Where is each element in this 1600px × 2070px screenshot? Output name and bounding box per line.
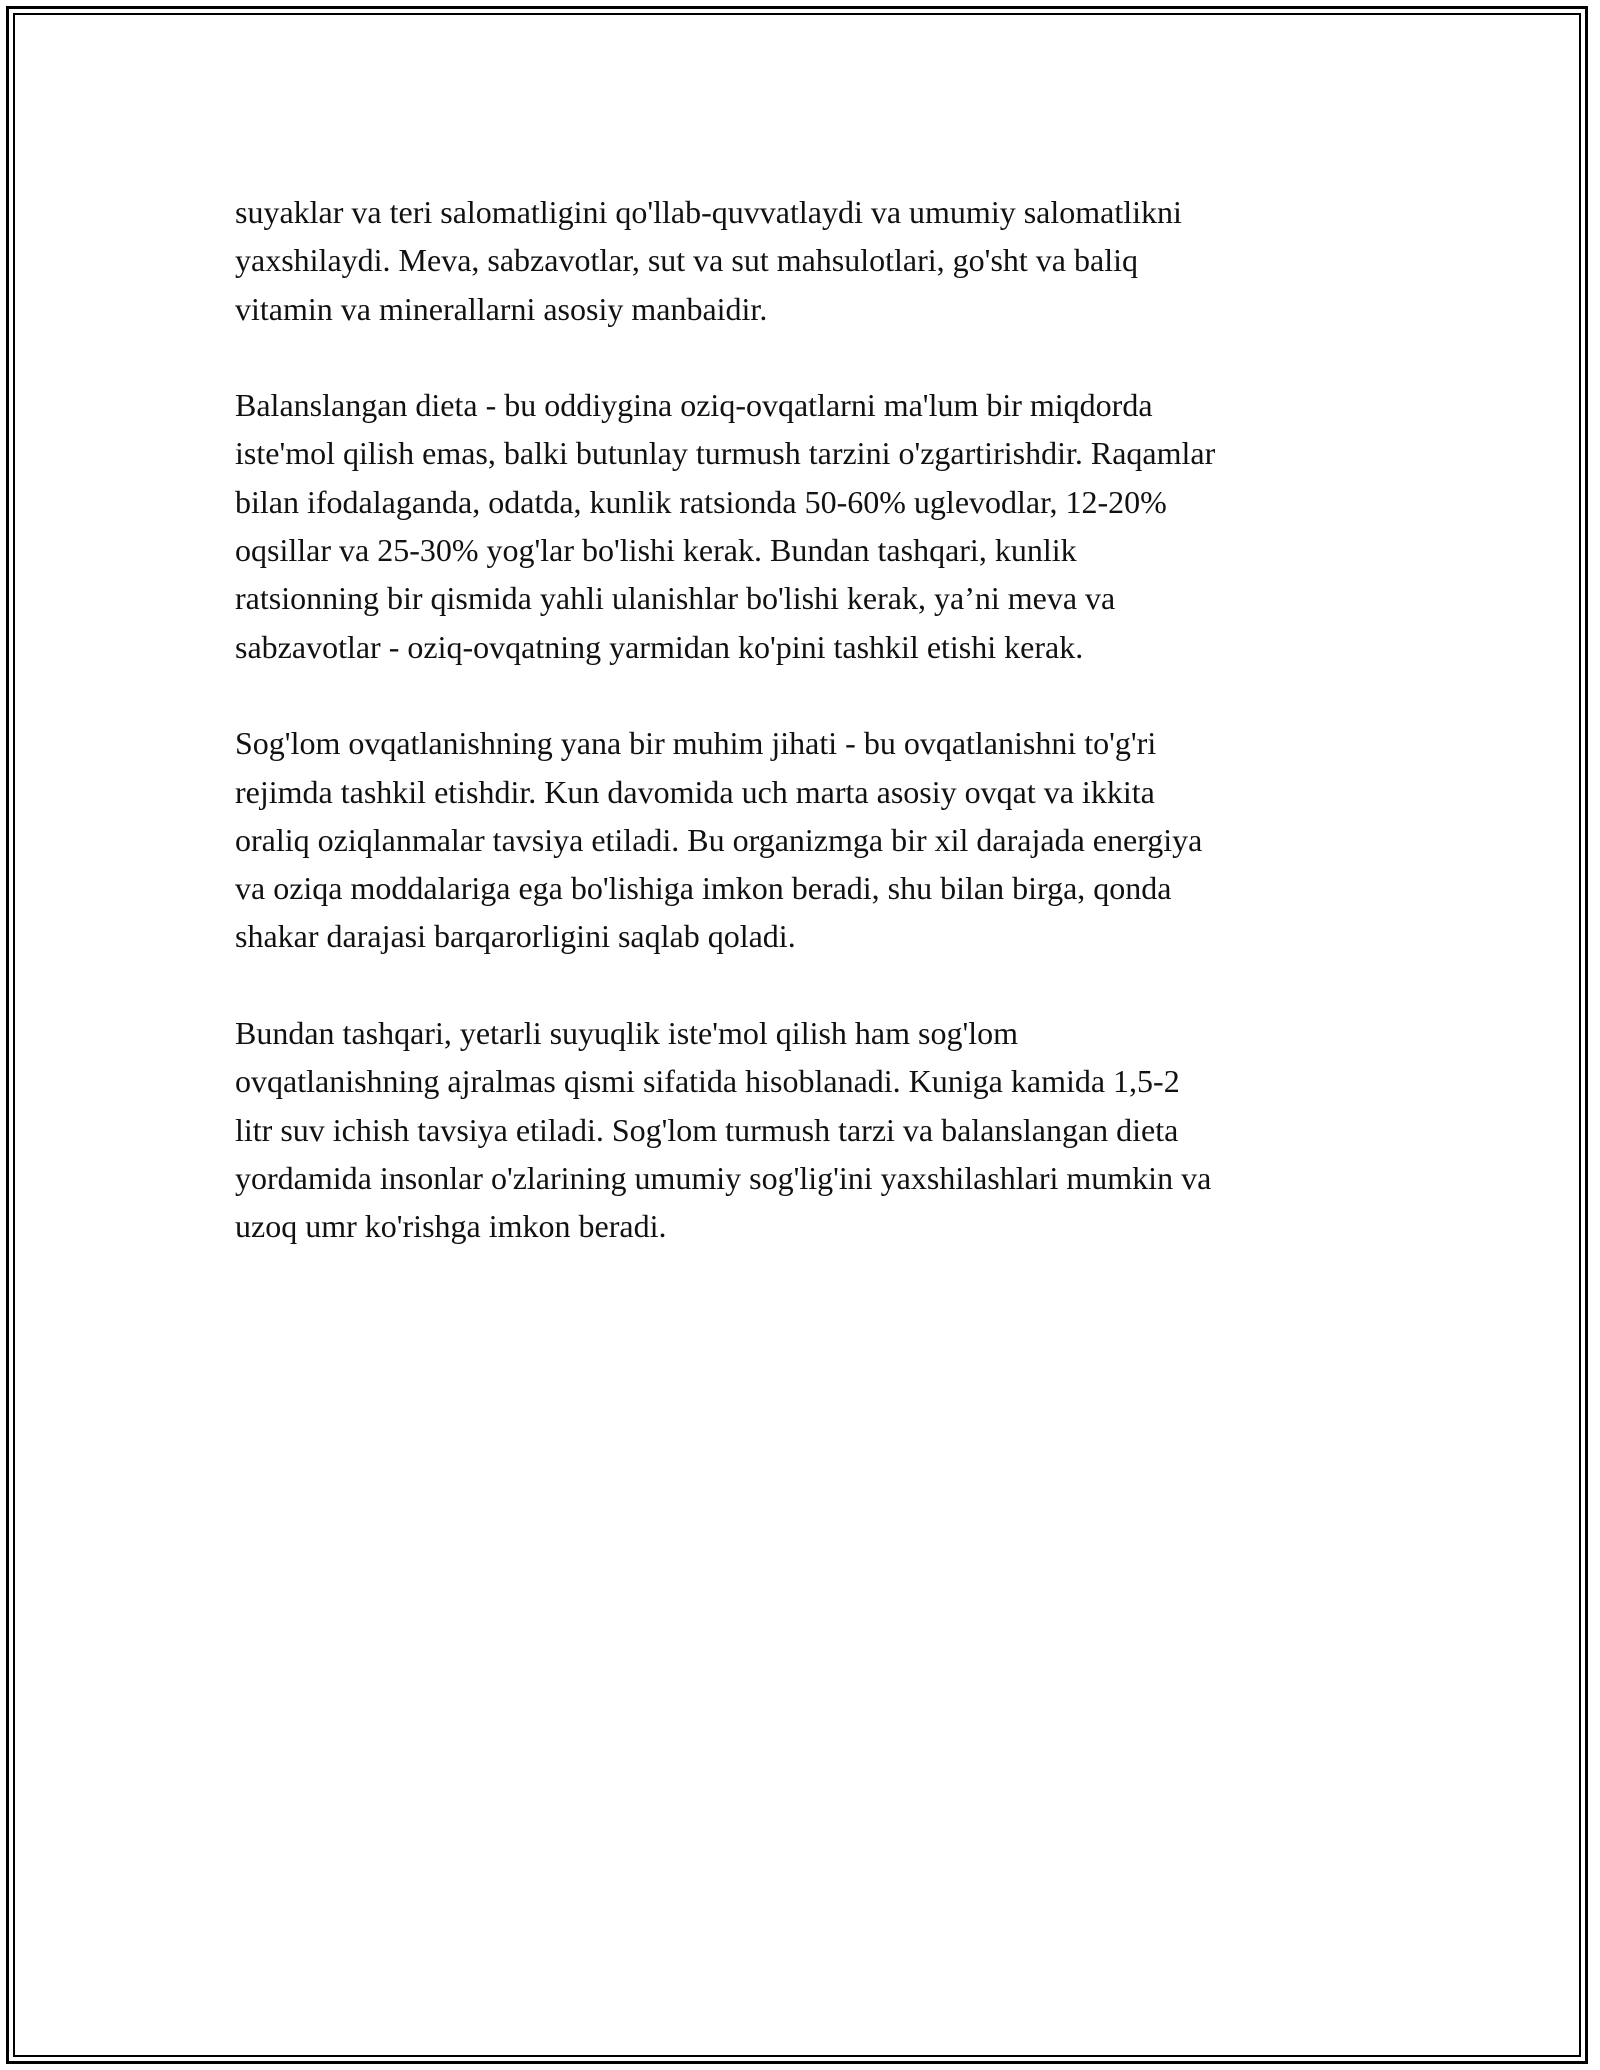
text-line: Bundan tashqari, yetarli suyuqlik iste'mol qilish ham sog'lom (235, 1015, 1019, 1052)
paragraph-1 (235, 188, 1365, 333)
paragraph-4 (235, 1009, 1365, 1250)
text-line: iste'mol qilish emas, balki butunlay turmush tarzini o'zgartirishdir. Raqamlar (235, 435, 1216, 472)
text-line: vitamin va minerallarni asosiy manbaidir. (235, 290, 768, 327)
text-line: Balanslangan dieta - bu oddiygina oziq-ovqatlarni ma'lum bir miqdorda (235, 387, 1153, 424)
text-line: Sog'lom ovqatlanishning yana bir muhim jihati - bu ovqatlanishni to'g'ri (235, 725, 1157, 762)
text-line: uzoq umr ko'rishga imkon beradi. (235, 1208, 667, 1245)
document-body (235, 188, 1365, 1299)
text-line: va oziqa moddalariga ega bo'lishiga imkon beradi, shu bilan birga, qonda (235, 870, 1172, 907)
text-line: bilan ifodalaganda, odatda, kunlik ratsionda 50-60% uglevodlar, 12-20% (235, 483, 1167, 520)
text-line: suyaklar va teri salomatligini qo'llab-quvvatlaydi va umumiy salomatlikni (235, 194, 1182, 230)
text-line: ratsionning bir qismida yahli ulanishlar bo'lishi kerak, ya’ni meva va (235, 580, 1116, 617)
text-line: rejimda tashkil etishdir. Kun davomida uch marta asosiy ovqat va ikkita (235, 773, 1155, 810)
text-line: shakar darajasi barqarorligini saqlab qoladi. (235, 918, 796, 955)
text-line: litr suv ichish tavsiya etiladi. Sog'lom turmush tarzi va balanslangan dieta (235, 1111, 1179, 1148)
paragraph-2 (235, 381, 1365, 671)
text-line: oraliq oziqlanmalar tavsiya etiladi. Bu organizmga bir xil darajada energiya (235, 821, 1203, 858)
text-line: ovqatlanishning ajralmas qismi sifatida hisoblanadi. Kuniga kamida 1,5-2 (235, 1063, 1180, 1100)
text-line: sabzavotlar - oziq-ovqatning yarmidan ko'pini tashkil etishi kerak. (235, 628, 1084, 665)
text-line: oqsillar va 25-30% yog'lar bo'lishi kerak. Bundan tashqari, kunlik (235, 532, 1077, 569)
text-line: yaxshilaydi. Meva, sabzavotlar, sut va sut mahsulotlari, go'sht va baliq (235, 242, 1138, 279)
paragraph-3 (235, 719, 1365, 960)
text-line: yordamida insonlar o'zlarining umumiy sog'lig'ini yaxshilashlari mumkin va (235, 1159, 1212, 1196)
